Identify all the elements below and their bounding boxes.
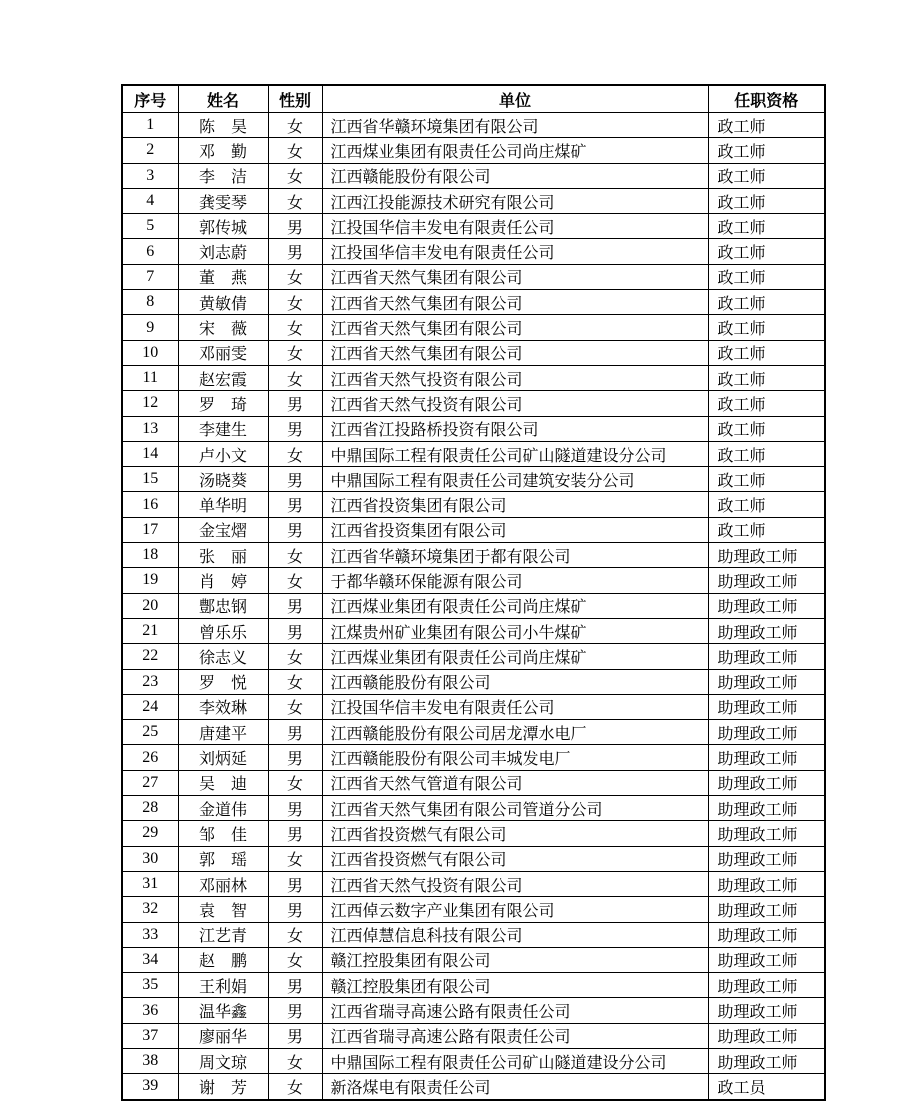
cell-name: 汤晓葵 bbox=[178, 467, 268, 492]
cell-gender: 女 bbox=[268, 922, 322, 947]
cell-unit: 江煤贵州矿业集团有限公司小牛煤矿 bbox=[322, 618, 708, 643]
cell-index: 22 bbox=[122, 644, 178, 669]
cell-index: 32 bbox=[122, 897, 178, 922]
cell-qualification: 政工师 bbox=[708, 517, 825, 542]
cell-qualification: 助理政工师 bbox=[708, 568, 825, 593]
table-row bbox=[122, 340, 825, 365]
table-row bbox=[122, 720, 825, 745]
cell-index: 19 bbox=[122, 568, 178, 593]
cell-qualification: 助理政工师 bbox=[708, 821, 825, 846]
table-row bbox=[122, 517, 825, 542]
table-row bbox=[122, 113, 825, 138]
table-row bbox=[122, 922, 825, 947]
cell-unit: 于都华赣环保能源有限公司 bbox=[322, 568, 708, 593]
table-row bbox=[122, 618, 825, 643]
cell-unit: 江西省天然气集团有限公司 bbox=[322, 315, 708, 340]
cell-name: 江艺青 bbox=[178, 922, 268, 947]
cell-unit: 新洛煤电有限责任公司 bbox=[322, 1074, 708, 1100]
table-row bbox=[122, 947, 825, 972]
table-row bbox=[122, 669, 825, 694]
cell-qualification: 政工师 bbox=[708, 441, 825, 466]
cell-unit: 江投国华信丰发电有限责任公司 bbox=[322, 694, 708, 719]
cell-name: 郭传城 bbox=[178, 214, 268, 239]
cell-gender: 男 bbox=[268, 239, 322, 264]
table-row bbox=[122, 593, 825, 618]
col-header-qualification: 任职资格 bbox=[708, 85, 825, 113]
cell-gender: 男 bbox=[268, 517, 322, 542]
cell-qualification: 助理政工师 bbox=[708, 745, 825, 770]
table-row bbox=[122, 138, 825, 163]
cell-index: 15 bbox=[122, 467, 178, 492]
table-row bbox=[122, 492, 825, 517]
table-row bbox=[122, 694, 825, 719]
cell-qualification: 政工师 bbox=[708, 138, 825, 163]
cell-name: 鄷忠钢 bbox=[178, 593, 268, 618]
cell-name: 邹 佳 bbox=[178, 821, 268, 846]
cell-qualification: 政工师 bbox=[708, 391, 825, 416]
cell-gender: 男 bbox=[268, 796, 322, 821]
table-row bbox=[122, 897, 825, 922]
cell-name: 周文琼 bbox=[178, 1048, 268, 1073]
cell-gender: 女 bbox=[268, 441, 322, 466]
cell-index: 5 bbox=[122, 214, 178, 239]
table-row bbox=[122, 745, 825, 770]
col-header-gender: 性别 bbox=[268, 85, 322, 113]
cell-name: 罗 琦 bbox=[178, 391, 268, 416]
table-row bbox=[122, 1048, 825, 1073]
table-row bbox=[122, 315, 825, 340]
cell-gender: 女 bbox=[268, 694, 322, 719]
cell-index: 8 bbox=[122, 290, 178, 315]
cell-unit: 江西省天然气管道有限公司 bbox=[322, 770, 708, 795]
cell-qualification: 政工师 bbox=[708, 492, 825, 517]
cell-index: 23 bbox=[122, 669, 178, 694]
cell-unit: 江投国华信丰发电有限责任公司 bbox=[322, 239, 708, 264]
cell-index: 9 bbox=[122, 315, 178, 340]
col-header-name: 姓名 bbox=[178, 85, 268, 113]
cell-unit: 江西省天然气投资有限公司 bbox=[322, 871, 708, 896]
cell-index: 38 bbox=[122, 1048, 178, 1073]
cell-unit: 江西赣能股份有限公司 bbox=[322, 163, 708, 188]
cell-unit: 江西省华赣环境集团于都有限公司 bbox=[322, 543, 708, 568]
table-row bbox=[122, 264, 825, 289]
col-header-unit: 单位 bbox=[322, 85, 708, 113]
table-row bbox=[122, 973, 825, 998]
cell-gender: 女 bbox=[268, 644, 322, 669]
cell-name: 赵 鹏 bbox=[178, 947, 268, 972]
cell-gender: 女 bbox=[268, 113, 322, 138]
cell-name: 刘志蔚 bbox=[178, 239, 268, 264]
cell-index: 27 bbox=[122, 770, 178, 795]
cell-index: 21 bbox=[122, 618, 178, 643]
cell-gender: 男 bbox=[268, 618, 322, 643]
table-row bbox=[122, 290, 825, 315]
cell-qualification: 助理政工师 bbox=[708, 922, 825, 947]
cell-qualification: 助理政工师 bbox=[708, 694, 825, 719]
cell-name: 廖丽华 bbox=[178, 1023, 268, 1048]
cell-qualification: 助理政工师 bbox=[708, 998, 825, 1023]
table-row bbox=[122, 644, 825, 669]
cell-index: 37 bbox=[122, 1023, 178, 1048]
cell-name: 王利娟 bbox=[178, 973, 268, 998]
cell-gender: 女 bbox=[268, 543, 322, 568]
cell-index: 10 bbox=[122, 340, 178, 365]
table-row bbox=[122, 467, 825, 492]
cell-name: 谢 芳 bbox=[178, 1074, 268, 1100]
table-row bbox=[122, 214, 825, 239]
cell-index: 20 bbox=[122, 593, 178, 618]
cell-unit: 中鼎国际工程有限责任公司矿山隧道建设分公司 bbox=[322, 1048, 708, 1073]
cell-name: 邓丽雯 bbox=[178, 340, 268, 365]
table-row bbox=[122, 1074, 825, 1100]
table-row bbox=[122, 163, 825, 188]
cell-name: 肖 婷 bbox=[178, 568, 268, 593]
cell-gender: 男 bbox=[268, 416, 322, 441]
cell-index: 11 bbox=[122, 365, 178, 390]
cell-name: 陈 昊 bbox=[178, 113, 268, 138]
cell-index: 6 bbox=[122, 239, 178, 264]
table-row bbox=[122, 871, 825, 896]
cell-gender: 男 bbox=[268, 1023, 322, 1048]
table-body bbox=[122, 113, 825, 1100]
cell-gender: 女 bbox=[268, 846, 322, 871]
cell-index: 25 bbox=[122, 720, 178, 745]
cell-gender: 男 bbox=[268, 871, 322, 896]
cell-unit: 江西省天然气集团有限公司 bbox=[322, 290, 708, 315]
cell-name: 曾乐乐 bbox=[178, 618, 268, 643]
cell-qualification: 政工师 bbox=[708, 315, 825, 340]
cell-index: 18 bbox=[122, 543, 178, 568]
cell-qualification: 助理政工师 bbox=[708, 846, 825, 871]
table-row bbox=[122, 821, 825, 846]
table-row bbox=[122, 998, 825, 1023]
cell-gender: 女 bbox=[268, 1074, 322, 1100]
table-row bbox=[122, 846, 825, 871]
cell-gender: 男 bbox=[268, 467, 322, 492]
cell-index: 31 bbox=[122, 871, 178, 896]
cell-unit: 中鼎国际工程有限责任公司矿山隧道建设分公司 bbox=[322, 441, 708, 466]
cell-qualification: 助理政工师 bbox=[708, 1023, 825, 1048]
cell-gender: 女 bbox=[268, 1048, 322, 1073]
cell-gender: 女 bbox=[268, 315, 322, 340]
cell-name: 袁 智 bbox=[178, 897, 268, 922]
personnel-qualification-table bbox=[121, 84, 826, 1101]
cell-gender: 男 bbox=[268, 593, 322, 618]
cell-qualification: 政工师 bbox=[708, 340, 825, 365]
table-row bbox=[122, 770, 825, 795]
cell-name: 邓 勤 bbox=[178, 138, 268, 163]
cell-name: 金道伟 bbox=[178, 796, 268, 821]
cell-unit: 江西煤业集团有限责任公司尚庄煤矿 bbox=[322, 593, 708, 618]
cell-unit: 江西省投资燃气有限公司 bbox=[322, 821, 708, 846]
cell-unit: 江西江投能源技术研究有限公司 bbox=[322, 188, 708, 213]
cell-name: 唐建平 bbox=[178, 720, 268, 745]
cell-unit: 江西省天然气集团有限公司 bbox=[322, 264, 708, 289]
cell-unit: 江西煤业集团有限责任公司尚庄煤矿 bbox=[322, 138, 708, 163]
cell-index: 1 bbox=[122, 113, 178, 138]
cell-unit: 江西赣能股份有限公司丰城发电厂 bbox=[322, 745, 708, 770]
cell-index: 16 bbox=[122, 492, 178, 517]
cell-name: 罗 悦 bbox=[178, 669, 268, 694]
cell-qualification: 助理政工师 bbox=[708, 947, 825, 972]
cell-qualification: 政工师 bbox=[708, 163, 825, 188]
cell-name: 李建生 bbox=[178, 416, 268, 441]
cell-name: 董 燕 bbox=[178, 264, 268, 289]
cell-qualification: 政工师 bbox=[708, 239, 825, 264]
cell-name: 单华明 bbox=[178, 492, 268, 517]
cell-gender: 男 bbox=[268, 492, 322, 517]
cell-unit: 江西省投资燃气有限公司 bbox=[322, 846, 708, 871]
cell-unit: 江西煤业集团有限责任公司尚庄煤矿 bbox=[322, 644, 708, 669]
cell-gender: 女 bbox=[268, 188, 322, 213]
cell-gender: 女 bbox=[268, 340, 322, 365]
cell-gender: 男 bbox=[268, 821, 322, 846]
cell-unit: 江西省瑞寻高速公路有限责任公司 bbox=[322, 1023, 708, 1048]
cell-unit: 江西赣能股份有限公司居龙潭水电厂 bbox=[322, 720, 708, 745]
cell-index: 12 bbox=[122, 391, 178, 416]
cell-gender: 女 bbox=[268, 568, 322, 593]
table-row bbox=[122, 188, 825, 213]
cell-unit: 赣江控股集团有限公司 bbox=[322, 973, 708, 998]
cell-qualification: 政工师 bbox=[708, 113, 825, 138]
cell-gender: 女 bbox=[268, 947, 322, 972]
cell-name: 邓丽林 bbox=[178, 871, 268, 896]
cell-name: 徐志义 bbox=[178, 644, 268, 669]
cell-unit: 江西省江投路桥投资有限公司 bbox=[322, 416, 708, 441]
cell-name: 温华鑫 bbox=[178, 998, 268, 1023]
header-row bbox=[122, 85, 825, 113]
cell-qualification: 助理政工师 bbox=[708, 669, 825, 694]
cell-qualification: 助理政工师 bbox=[708, 897, 825, 922]
cell-gender: 男 bbox=[268, 391, 322, 416]
cell-index: 24 bbox=[122, 694, 178, 719]
cell-index: 35 bbox=[122, 973, 178, 998]
cell-name: 龚雯琴 bbox=[178, 188, 268, 213]
table-row bbox=[122, 796, 825, 821]
table-row bbox=[122, 416, 825, 441]
cell-index: 14 bbox=[122, 441, 178, 466]
cell-unit: 江西省投资集团有限公司 bbox=[322, 517, 708, 542]
cell-index: 17 bbox=[122, 517, 178, 542]
cell-index: 28 bbox=[122, 796, 178, 821]
cell-qualification: 助理政工师 bbox=[708, 973, 825, 998]
cell-gender: 男 bbox=[268, 214, 322, 239]
cell-name: 郭 瑶 bbox=[178, 846, 268, 871]
cell-unit: 江西赣能股份有限公司 bbox=[322, 669, 708, 694]
cell-unit: 江西省投资集团有限公司 bbox=[322, 492, 708, 517]
cell-gender: 女 bbox=[268, 163, 322, 188]
cell-qualification: 助理政工师 bbox=[708, 720, 825, 745]
cell-gender: 男 bbox=[268, 745, 322, 770]
cell-name: 赵宏霞 bbox=[178, 365, 268, 390]
cell-index: 4 bbox=[122, 188, 178, 213]
cell-index: 33 bbox=[122, 922, 178, 947]
cell-name: 李 洁 bbox=[178, 163, 268, 188]
cell-gender: 男 bbox=[268, 998, 322, 1023]
cell-qualification: 助理政工师 bbox=[708, 1048, 825, 1073]
cell-unit: 江西倬云数字产业集团有限公司 bbox=[322, 897, 708, 922]
table-row bbox=[122, 239, 825, 264]
cell-unit: 江西省天然气集团有限公司 bbox=[322, 340, 708, 365]
cell-unit: 江西省天然气投资有限公司 bbox=[322, 365, 708, 390]
cell-qualification: 政工师 bbox=[708, 467, 825, 492]
cell-index: 29 bbox=[122, 821, 178, 846]
table-row bbox=[122, 543, 825, 568]
cell-index: 13 bbox=[122, 416, 178, 441]
cell-qualification: 政工师 bbox=[708, 416, 825, 441]
cell-index: 7 bbox=[122, 264, 178, 289]
cell-gender: 女 bbox=[268, 365, 322, 390]
cell-qualification: 政工师 bbox=[708, 290, 825, 315]
cell-name: 刘炳延 bbox=[178, 745, 268, 770]
cell-index: 30 bbox=[122, 846, 178, 871]
cell-index: 34 bbox=[122, 947, 178, 972]
cell-qualification: 助理政工师 bbox=[708, 796, 825, 821]
cell-gender: 女 bbox=[268, 669, 322, 694]
table-row bbox=[122, 1023, 825, 1048]
cell-index: 3 bbox=[122, 163, 178, 188]
cell-name: 宋 薇 bbox=[178, 315, 268, 340]
cell-index: 2 bbox=[122, 138, 178, 163]
cell-unit: 江西省天然气集团有限公司管道分公司 bbox=[322, 796, 708, 821]
cell-qualification: 助理政工师 bbox=[708, 644, 825, 669]
table-row bbox=[122, 365, 825, 390]
cell-qualification: 政工员 bbox=[708, 1074, 825, 1100]
cell-name: 张 丽 bbox=[178, 543, 268, 568]
cell-qualification: 助理政工师 bbox=[708, 770, 825, 795]
cell-name: 吴 迪 bbox=[178, 770, 268, 795]
cell-name: 黄敏倩 bbox=[178, 290, 268, 315]
cell-gender: 女 bbox=[268, 264, 322, 289]
cell-qualification: 政工师 bbox=[708, 264, 825, 289]
cell-unit: 江西省天然气投资有限公司 bbox=[322, 391, 708, 416]
cell-name: 金宝熠 bbox=[178, 517, 268, 542]
cell-qualification: 政工师 bbox=[708, 214, 825, 239]
col-header-index: 序号 bbox=[122, 85, 178, 113]
cell-unit: 江西省华赣环境集团有限公司 bbox=[322, 113, 708, 138]
cell-name: 李效琳 bbox=[178, 694, 268, 719]
cell-qualification: 助理政工师 bbox=[708, 543, 825, 568]
cell-gender: 男 bbox=[268, 973, 322, 998]
cell-index: 36 bbox=[122, 998, 178, 1023]
table-row bbox=[122, 391, 825, 416]
cell-unit: 中鼎国际工程有限责任公司建筑安装分公司 bbox=[322, 467, 708, 492]
cell-gender: 女 bbox=[268, 290, 322, 315]
cell-gender: 女 bbox=[268, 138, 322, 163]
cell-qualification: 政工师 bbox=[708, 365, 825, 390]
cell-index: 26 bbox=[122, 745, 178, 770]
cell-index: 39 bbox=[122, 1074, 178, 1100]
cell-qualification: 助理政工师 bbox=[708, 618, 825, 643]
cell-name: 卢小文 bbox=[178, 441, 268, 466]
cell-qualification: 助理政工师 bbox=[708, 871, 825, 896]
cell-unit: 赣江控股集团有限公司 bbox=[322, 947, 708, 972]
cell-gender: 男 bbox=[268, 897, 322, 922]
cell-gender: 女 bbox=[268, 770, 322, 795]
cell-qualification: 政工师 bbox=[708, 188, 825, 213]
table-row bbox=[122, 568, 825, 593]
table-row bbox=[122, 441, 825, 466]
cell-qualification: 助理政工师 bbox=[708, 593, 825, 618]
cell-unit: 江西省瑞寻高速公路有限责任公司 bbox=[322, 998, 708, 1023]
cell-unit: 江西倬慧信息科技有限公司 bbox=[322, 922, 708, 947]
cell-gender: 男 bbox=[268, 720, 322, 745]
cell-unit: 江投国华信丰发电有限责任公司 bbox=[322, 214, 708, 239]
